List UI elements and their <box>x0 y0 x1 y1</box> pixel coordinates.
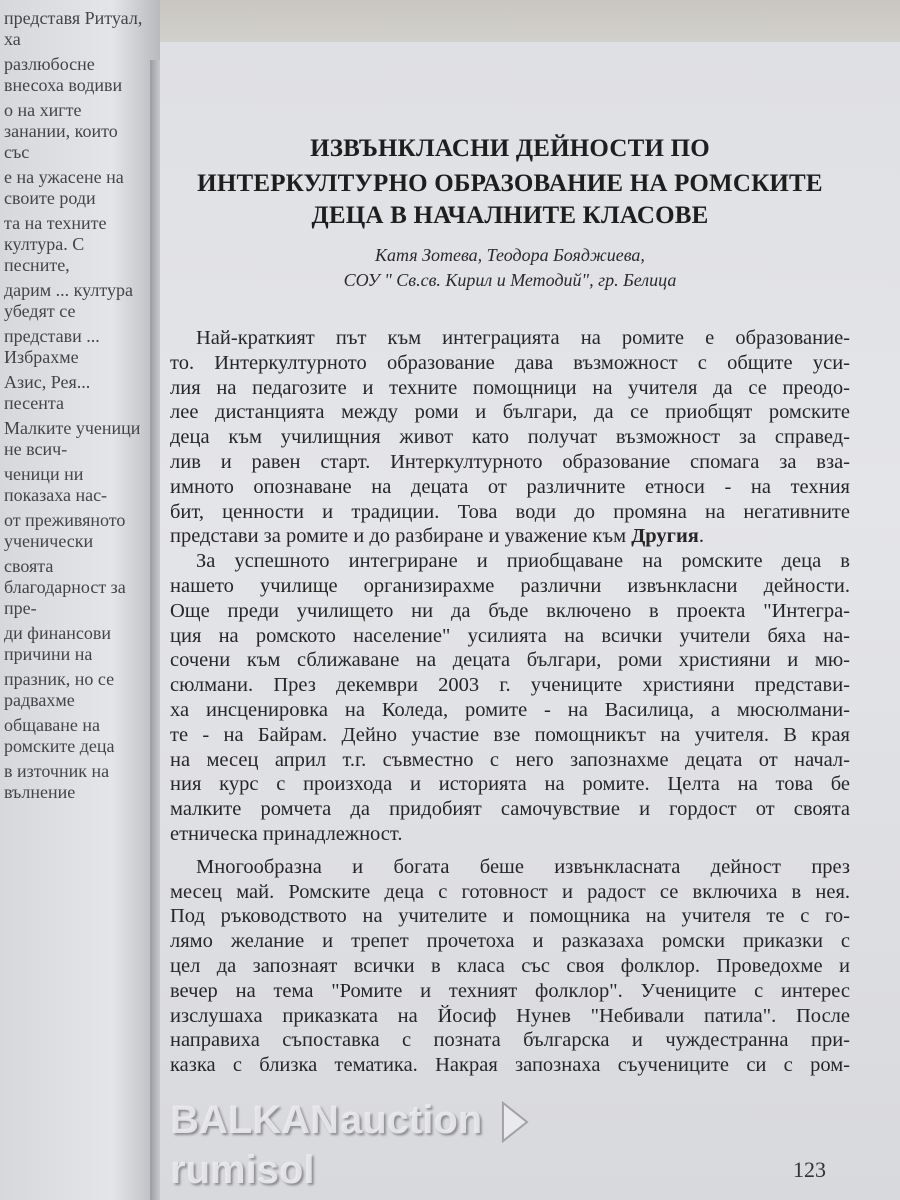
body-text-line: ха инсценировка на Коледа, ромите - на Василица, а мюсюлмани- <box>170 699 850 721</box>
article-title-line-1: ИЗВЪНКЛАСНИ ДЕЙНОСТИ ПО <box>310 135 710 162</box>
left-page-text-line: от преживяното ученически <box>4 510 126 551</box>
left-page-text-line: представя Ритуал, ха <box>4 8 143 49</box>
watermark-rumisol: rumisol <box>170 1148 315 1192</box>
body-text-line: малките ромчета да придобият самочувствие и гордост от своята <box>170 798 850 821</box>
left-page-text-line: представи ... Избрахме <box>4 326 100 367</box>
left-page-text <box>4 8 144 807</box>
left-page-text-line: ди финансови причини на <box>4 623 111 664</box>
left-page-text-line: ченици ни показаха нас- <box>4 464 108 505</box>
body-text-line: етническа принадлежност. <box>170 823 403 845</box>
left-page-text-line: е на ужасене на своите роди <box>4 167 124 208</box>
body-text-line: лямо желание и трепет прочетоха и разказаха ромски приказки с <box>170 930 850 953</box>
body-text-line: За успешното интегриране и приобщаване на ромските деца в <box>196 550 850 573</box>
left-page-text-line: разлюбосне внесоха водиви <box>4 54 123 95</box>
authors: Катя Зотева, Теодора Бояджиева, <box>375 245 645 265</box>
left-page-text-line: общаване на ромските деца <box>4 715 115 756</box>
body-text-line: направиха съпоставка с позната българска и чуждестранна при- <box>170 1029 850 1052</box>
article-title-line-3: ДЕЦА В НАЧАЛНИТЕ КЛАСОВЕ <box>311 202 709 229</box>
body-text-line <box>170 524 850 548</box>
left-page-text-line: Азис, Рея... песента <box>4 372 91 413</box>
body-text: . <box>698 525 705 548</box>
body-text-line: казка с близка тематика. Накрая запознаха съучениците си с ром- <box>170 1054 850 1077</box>
body-text-line: деца към училищния живот като получат възможност за справед- <box>170 426 850 449</box>
left-page-text-line: Малките ученици не всич- <box>4 418 141 459</box>
body-text-line: лее дистанцията между роми и българи, да се приобщят ромските <box>170 401 850 424</box>
body-text-line: сюлмани. През декември 2003 г. учениците християни представи- <box>170 674 850 697</box>
left-page-text-line: празник, но се радвахме <box>4 669 115 710</box>
body-text-line: лив и равен старт. Интеркултурното образование спомага за вза- <box>170 451 850 473</box>
page-number: 123 <box>793 1157 826 1182</box>
body-text: представи за ромите и до разбиране и уважение към <box>170 525 632 548</box>
body-text-line: сочени към сближаване на децата българи, роми християни и мю- <box>170 649 850 672</box>
left-page-text-line: в източник на вълнение <box>4 761 110 802</box>
play-triangle-icon <box>500 1100 530 1144</box>
body-text-line: Най-краткият път към интеграцията на ромите е образование- <box>196 327 850 349</box>
left-page <box>0 0 160 1200</box>
body-text-line: Многообразна и богата беше извънкласната дейност през <box>196 855 850 878</box>
left-page-text-line: та на техните култура. С песните, <box>4 213 107 275</box>
body-text-line: имното опознаване на децата от различните етноси - на техния <box>170 475 850 498</box>
affiliation: СОУ " Св.св. Кирил и Методий", гр. Белица <box>343 270 677 290</box>
left-page-text-line: о на хигте занании, които със <box>4 100 118 162</box>
body-text-line: бит, ценности и традиции. Това води до промяна на негативните <box>170 500 850 523</box>
article-title-line-2: ИНТЕРКУЛТУРНО ОБРАЗОВАНИЕ НА РОМСКИТЕ <box>197 170 823 197</box>
body-text-line: месец май. Ромските деца с готовност и радост се включиха в нея. <box>170 880 850 903</box>
body-text-line: Още преди училището ни да бъде включено в проекта "Интегра- <box>170 599 850 622</box>
body-text-line: то. Интеркултурното образование дава възможност с общите уси- <box>170 351 850 374</box>
watermark-auction: auction <box>340 1098 483 1142</box>
body-text-line: вечер на тема "Ромите и техният фолклор". Учениците с интерес <box>170 979 850 1002</box>
body-text-line: Под ръководството на учителите и помощника на учителя те с го- <box>170 905 850 928</box>
body-text-line: ния курс с произхода и историята на ромите. Целта на това бе <box>170 773 850 796</box>
body-text-line: цел да запознаят всички в класа със своя фолклор. Проведохме и <box>170 955 850 977</box>
body-text-line: изслушаха приказката на Йосиф Нунев "Небивали патила". После <box>170 1004 850 1027</box>
body-text-line: ция на ромското население" усилията на всички учители бяха на- <box>170 624 850 647</box>
body-text-line: те - на Байрам. Дейно участие взе помощникът на учителя. В края <box>170 723 850 746</box>
body-text-line: лия на педагозите и техните помощници на учителя да се преодо- <box>170 376 850 399</box>
watermark-balkan: BALKAN <box>170 1098 339 1142</box>
body-text-line: нашето училище организирахме различни извънкласни дейности. <box>170 575 850 597</box>
body-text-line: на месец април т.г. съвместно с него запознахме децата от начал- <box>170 748 850 771</box>
left-page-text-line: дарим ... култура убедят се <box>4 280 133 321</box>
emphasized-word: Другия <box>631 525 699 548</box>
left-page-text-line: своята благодарност за пре- <box>4 556 126 618</box>
